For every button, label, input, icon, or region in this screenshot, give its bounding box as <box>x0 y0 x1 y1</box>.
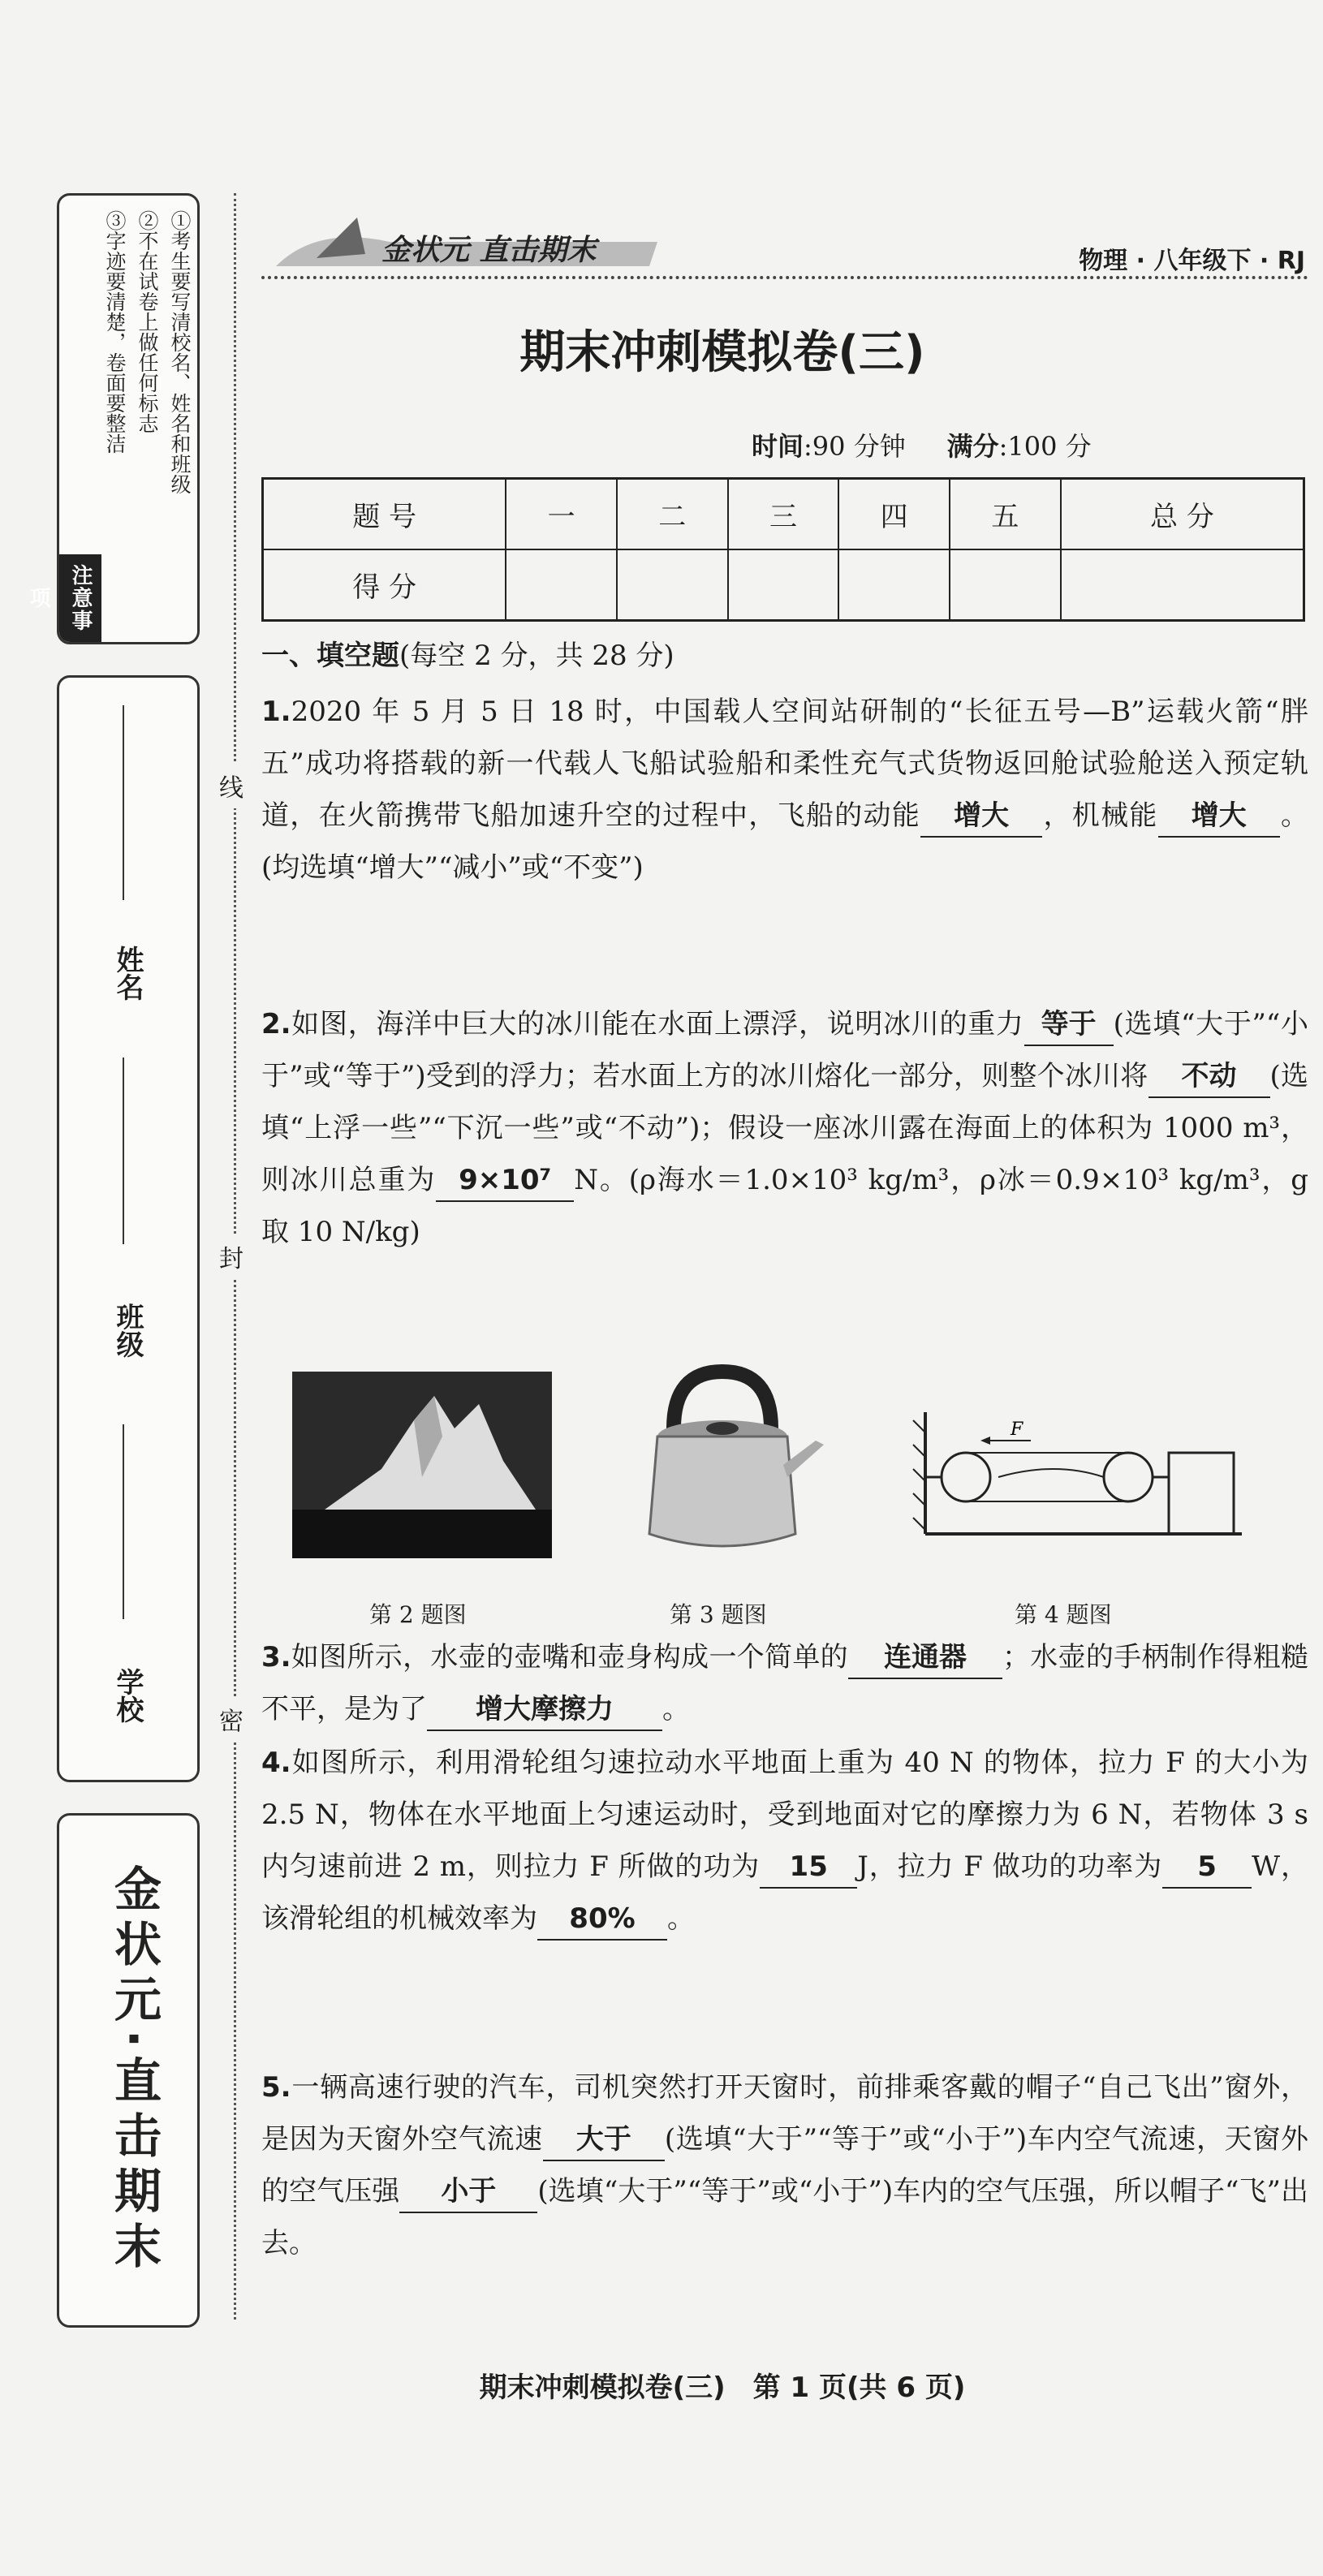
name-line <box>123 705 124 900</box>
page-title: 期末冲刺模拟卷(三) <box>519 326 925 379</box>
question-text: 2020 年 5 月 5 日 18 时，中国载人空间站研制的“长征五号—B”运载火箭“胖五”成功将搭载的新一代载人飞船试验船和柔性充气式货物返回舱试验舱送入预定轨道，在火箭携带飞船加速升空的过程中，飞船的动能 <box>261 696 1308 832</box>
answer-blank[interactable]: 15 <box>760 1846 857 1889</box>
score-cell[interactable] <box>728 549 839 621</box>
question-5 <box>261 2061 1308 2269</box>
score-cell[interactable] <box>617 549 728 621</box>
answer-blank[interactable]: 增大摩擦力 <box>427 1689 662 1731</box>
question-text: 。(均选填“增大”“减小”或“不变”) <box>261 799 1309 884</box>
class-line <box>123 1058 124 1244</box>
score-table <box>261 477 1305 622</box>
question-text: N。(ρ海水＝1.0×10³ kg/m³，ρ冰＝0.9×10³ kg/m³，g 取 10 N/kg) <box>261 1164 1309 1248</box>
score-value-row <box>263 549 1304 621</box>
question-text: 一辆高速行驶的汽车，司机突然打开天窗时，前排乘客戴的帽子“自己飞出”窗外，是因为天窗外空气流速 <box>261 2071 1308 2156</box>
score-header-cell: 题 号 <box>263 479 506 550</box>
question-text: (选填“大于”“等于”或“小于”)车内的空气压强，所以帽子“飞”出去。 <box>261 2175 1308 2259</box>
score-header-cell: 一 <box>506 479 617 550</box>
school-line <box>123 1424 124 1619</box>
question-2 <box>261 998 1308 1258</box>
notice-item-2: ②不在试卷上做任何标志 <box>136 210 159 433</box>
figure-3-caption: 第 3 题图 <box>670 1601 767 1628</box>
answer-blank[interactable]: 增大 <box>920 795 1042 838</box>
student-info-box <box>57 675 200 1782</box>
school-label: 学校 <box>111 1668 144 1723</box>
question-text: ；水壶的手柄制作得粗糙不平，是为了 <box>261 1641 1309 1725</box>
question-text: 如图所示，水壶的壶嘴和壶身构成一个简单的 <box>291 1641 848 1674</box>
figure-2-caption: 第 2 题图 <box>369 1601 467 1628</box>
answer-blank[interactable]: 增大 <box>1158 795 1280 838</box>
question-text: 。 <box>667 1902 695 1935</box>
score-header-row <box>263 479 1304 550</box>
answer-blank[interactable]: 5 <box>1162 1846 1252 1889</box>
answer-blank[interactable]: 9×10⁷ <box>436 1160 574 1202</box>
score-header-cell: 四 <box>838 479 950 550</box>
question-text: J，拉力 F 做功的功率为 <box>857 1850 1163 1883</box>
kettle-image <box>641 1355 828 1558</box>
section-note: (每空 2 分，共 28 分) <box>399 640 674 672</box>
notice-title: 注意事项 <box>59 554 101 642</box>
question-number: 5. <box>261 2071 291 2104</box>
question-text: 如图所示，利用滑轮组匀速拉动水平地面上重为 40 N 的物体，拉力 F 的大小为 2.5 N，物体在水平地面上匀速运动时，受到地面对它的摩擦力为 6 N，若物体 3 s 内匀速前进 2 m，则拉力 F 所做的功为 <box>261 1747 1308 1883</box>
score-header-cell: 三 <box>728 479 839 550</box>
score-value: :100 分 <box>998 431 1092 462</box>
force-label: F <box>1011 1419 1023 1440</box>
brand-logo: 金状元·直击期末 <box>106 1864 162 2277</box>
question-text: (选填“大于”“小于”或“等于”)受到的浮力；若水面上方的冰川熔化一部分，则整个冰川将 <box>261 1008 1308 1092</box>
question-number: 2. <box>261 1008 291 1040</box>
score-header-cell: 总 分 <box>1061 479 1304 550</box>
score-cell[interactable] <box>506 549 617 621</box>
pulley-diagram <box>909 1404 1250 1542</box>
iceberg-photo <box>292 1372 552 1558</box>
question-text: ，机械能 <box>1042 799 1158 832</box>
question-text: W，该滑轮组的机械效率为 <box>261 1850 1308 1935</box>
page-footer: 期末冲刺模拟卷(三) 第 1 页(共 6 页) <box>479 2371 966 2404</box>
score-header-cell: 五 <box>950 479 1061 550</box>
question-3 <box>261 1631 1308 1735</box>
score-label: 满分 <box>946 431 999 462</box>
subject-label: 物理 · 八年级下 · RJ <box>1079 247 1305 275</box>
logo-banner <box>268 209 666 274</box>
question-number: 1. <box>261 696 291 728</box>
answer-blank[interactable]: 大于 <box>543 2119 665 2161</box>
brand-box <box>57 1813 200 2328</box>
score-row-label: 得 分 <box>263 549 506 621</box>
score-cell[interactable] <box>1061 549 1304 621</box>
logo-text: 金状元 直击期末 <box>381 234 597 267</box>
section-title <box>261 633 674 673</box>
question-number: 4. <box>261 1747 291 1779</box>
score-header-cell: 二 <box>617 479 728 550</box>
question-text: (选填“上浮一些”“下沉一些”或“不动”)；假设一座冰川露在海面上的体积为 1000 m³，则冰川总重为 <box>261 1060 1308 1196</box>
score-cell[interactable] <box>950 549 1061 621</box>
question-text: 如图，海洋中巨大的冰川能在水面上漂浮，说明冰川的重力 <box>291 1008 1024 1040</box>
answer-blank[interactable]: 不动 <box>1148 1056 1270 1098</box>
section-heading: 一、填空题 <box>261 640 399 672</box>
score-cell[interactable] <box>838 549 950 621</box>
cut-label-seal: 封 <box>219 1234 243 1279</box>
header-divider <box>261 276 1308 279</box>
name-label: 姓名 <box>111 946 144 1001</box>
cut-label-secret: 密 <box>219 1696 243 1742</box>
time-label: 时间 <box>752 431 804 462</box>
answer-blank[interactable]: 连通器 <box>848 1637 1002 1679</box>
exam-info <box>752 426 1092 463</box>
question-text: (选填“大于”“等于”或“小于”)车内空气流速，天窗外的空气压强 <box>261 2123 1309 2208</box>
cut-label-line: 线 <box>219 763 243 808</box>
class-label: 班级 <box>111 1303 144 1358</box>
notice-box <box>26 193 200 644</box>
time-value: :90 分钟 <box>804 431 906 462</box>
notice-item-1: ①考生要写清校名、姓名和班级 <box>168 210 192 494</box>
answer-blank[interactable]: 等于 <box>1024 1004 1114 1046</box>
question-1 <box>261 686 1308 894</box>
figure-4-caption: 第 4 题图 <box>1015 1601 1112 1628</box>
notice-item-3: ③字迹要清楚，卷面要整洁 <box>103 210 127 454</box>
question-number: 3. <box>261 1641 291 1674</box>
answer-blank[interactable]: 80% <box>537 1898 667 1941</box>
question-4 <box>261 1737 1308 1945</box>
answer-blank[interactable]: 小于 <box>399 2171 537 2213</box>
question-text: 。 <box>662 1693 690 1725</box>
